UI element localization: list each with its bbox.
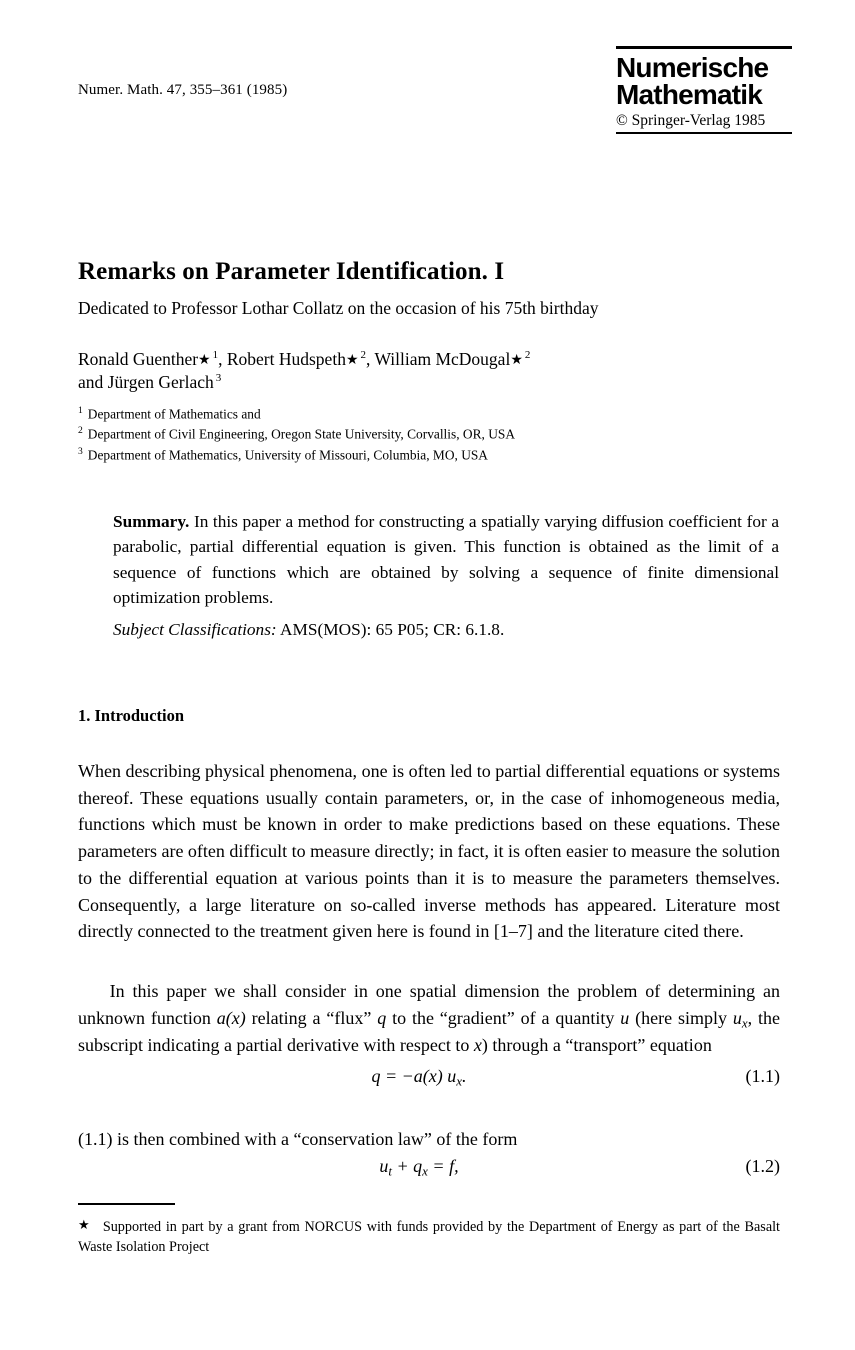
- logo-rule-top: [616, 46, 792, 49]
- journal-reference: Numer. Math. 47, 355–361 (1985): [78, 82, 288, 98]
- affiliation-list: [78, 404, 515, 465]
- footnote-star-icon: ★: [78, 1217, 91, 1232]
- paragraph-text-segment: , the subscript indicating a partial derivative with respect to: [78, 1007, 780, 1056]
- footnote-star-icon: ★: [198, 353, 211, 368]
- journal-logo-line2: Mathematik: [616, 79, 763, 111]
- author-mcdougal-affiliation: 2: [524, 349, 531, 362]
- author-gerlach-affiliation: 3: [215, 372, 222, 385]
- footnote-star-icon: ★: [510, 353, 523, 368]
- math-inline-u-subscript: x: [741, 1015, 748, 1031]
- math-inline-x: x: [473, 1035, 482, 1056]
- summary-label: Summary.: [113, 512, 190, 531]
- equation-relation-2: =: [427, 1156, 450, 1176]
- footnote: [78, 1216, 780, 1257]
- equation-rhs-subscript: x: [422, 1163, 428, 1179]
- body-paragraph: When describing physical phenomena, one is often led to partial differential equations or systems thereof. These equations usually contain parameters, or, in the case of inhomogeneous media, functions which must be known in order to make predictions based on these equations. These parameters are often difficult to measure directly; in fact, it is often easier to measure the solution to the differential equation at various points than it is to measure the parameters themselves. Consequently, a large literature on so-called inverse methods has appeared. Literature most directly connected to the treatment given here is found in [1–7] and the literature cited there.: [78, 761, 780, 942]
- paragraph-text-segment: ) through a “transport” equation: [481, 1035, 712, 1056]
- equation-tail: .: [462, 1066, 467, 1086]
- author-list: [78, 348, 530, 395]
- abstract-summary: [113, 509, 779, 610]
- author-line-1: [78, 348, 530, 371]
- affiliation-text: Department of Mathematics, University of Missouri, Columbia, MO, USA: [87, 447, 488, 463]
- author-mcdougal: , William McDougal: [366, 349, 511, 369]
- author-line-2: [78, 371, 530, 394]
- subject-classifications-value: AMS(MOS): 65 P05; CR: 6.1.8.: [276, 620, 505, 639]
- dedication-line: Dedicated to Professor Lothar Collatz on the occasion of his 75th birthday: [78, 298, 599, 318]
- display-equation: [78, 1156, 780, 1179]
- equation-rhs-subscript: x: [456, 1073, 463, 1089]
- equation-lhs: q: [371, 1066, 381, 1086]
- equation-lhs: u: [379, 1156, 389, 1176]
- publisher-copyright: © Springer-Verlag 1985: [616, 111, 766, 129]
- subject-classifications: [113, 620, 504, 640]
- summary-body: In this paper a method for constructing a spatially varying diffusion coefficient for a parabolic, partial differential equation is given. This function is obtained as the limit of a sequence of functions which are obtained by solving a sequence of finite dimensional optimization problems.: [113, 512, 779, 607]
- paragraph-text-segment: (here simply: [629, 1007, 733, 1028]
- equation-body: [78, 1156, 780, 1179]
- footnote-star-icon: ★: [345, 353, 359, 368]
- equation-relation: +: [392, 1156, 414, 1176]
- paragraph-text-segment: relating a “flux”: [245, 1007, 378, 1028]
- author-guenther: Ronald Guenther: [78, 349, 199, 369]
- equation-rhs: a(x) u: [413, 1066, 457, 1086]
- equation-lhs-subscript: t: [388, 1163, 393, 1179]
- math-inline-u-base: u: [732, 1007, 742, 1028]
- footnote-separator-rule: [78, 1203, 175, 1205]
- equation-relation: = −: [380, 1066, 414, 1086]
- affiliation-item: [78, 424, 515, 444]
- body-paragraph: [78, 978, 780, 1059]
- math-inline-a-of-x: a(x): [216, 1007, 246, 1028]
- footnote-text: Supported in part by a grant from NORCUS with funds provided by the Department of Energy as part of the Basalt Waste Isolation Project: [78, 1219, 781, 1256]
- math-inline-u-sub-x: [732, 1007, 748, 1031]
- journal-logo-line1: Numerische: [616, 52, 769, 83]
- author-hudspeth-affiliation: 2: [360, 349, 367, 362]
- affiliation-marker: 3: [78, 445, 83, 457]
- body-paragraph: (1.1) is then combined with a “conservation law” of the form: [78, 1129, 518, 1149]
- author-hudspeth: , Robert Hudspeth: [218, 349, 346, 369]
- section-heading-introduction: 1. Introduction: [78, 705, 185, 725]
- display-equation: [78, 1066, 780, 1089]
- math-inline-u: u: [620, 1007, 630, 1028]
- equation-rhs-2: f: [449, 1156, 455, 1176]
- math-inline-q: q: [377, 1007, 387, 1028]
- equation-body: [78, 1066, 780, 1089]
- affiliation-marker: 2: [78, 425, 83, 437]
- logo-rule-bottom: [616, 132, 792, 134]
- affiliation-item: [78, 404, 515, 424]
- equation-number: (1.2): [745, 1156, 780, 1176]
- author-guenther-affiliation: 1: [212, 349, 219, 362]
- affiliation-marker: 1: [78, 405, 83, 416]
- affiliation-item: [78, 445, 515, 465]
- equation-number: (1.1): [745, 1066, 780, 1086]
- journal-logo-name: [616, 54, 792, 109]
- subject-classifications-label: Subject Classifications:: [113, 620, 277, 639]
- affiliation-text: Department of Civil Engineering, Oregon State University, Corvallis, OR, USA: [87, 426, 515, 442]
- journal-logo-block: [616, 46, 792, 134]
- affiliation-text: Department of Mathematics and: [87, 406, 261, 422]
- equation-rhs: q: [413, 1156, 423, 1176]
- equation-tail: ,: [454, 1156, 459, 1176]
- paragraph-text-segment: In this paper we shall consider in one spatial dimension the problem of determining an unknown function: [78, 981, 780, 1028]
- page-title: Remarks on Parameter Identification. I: [78, 257, 505, 285]
- paragraph-text-segment: to the “gradient” of a quantity: [386, 1007, 621, 1028]
- author-gerlach: and Jürgen Gerlach: [78, 372, 214, 393]
